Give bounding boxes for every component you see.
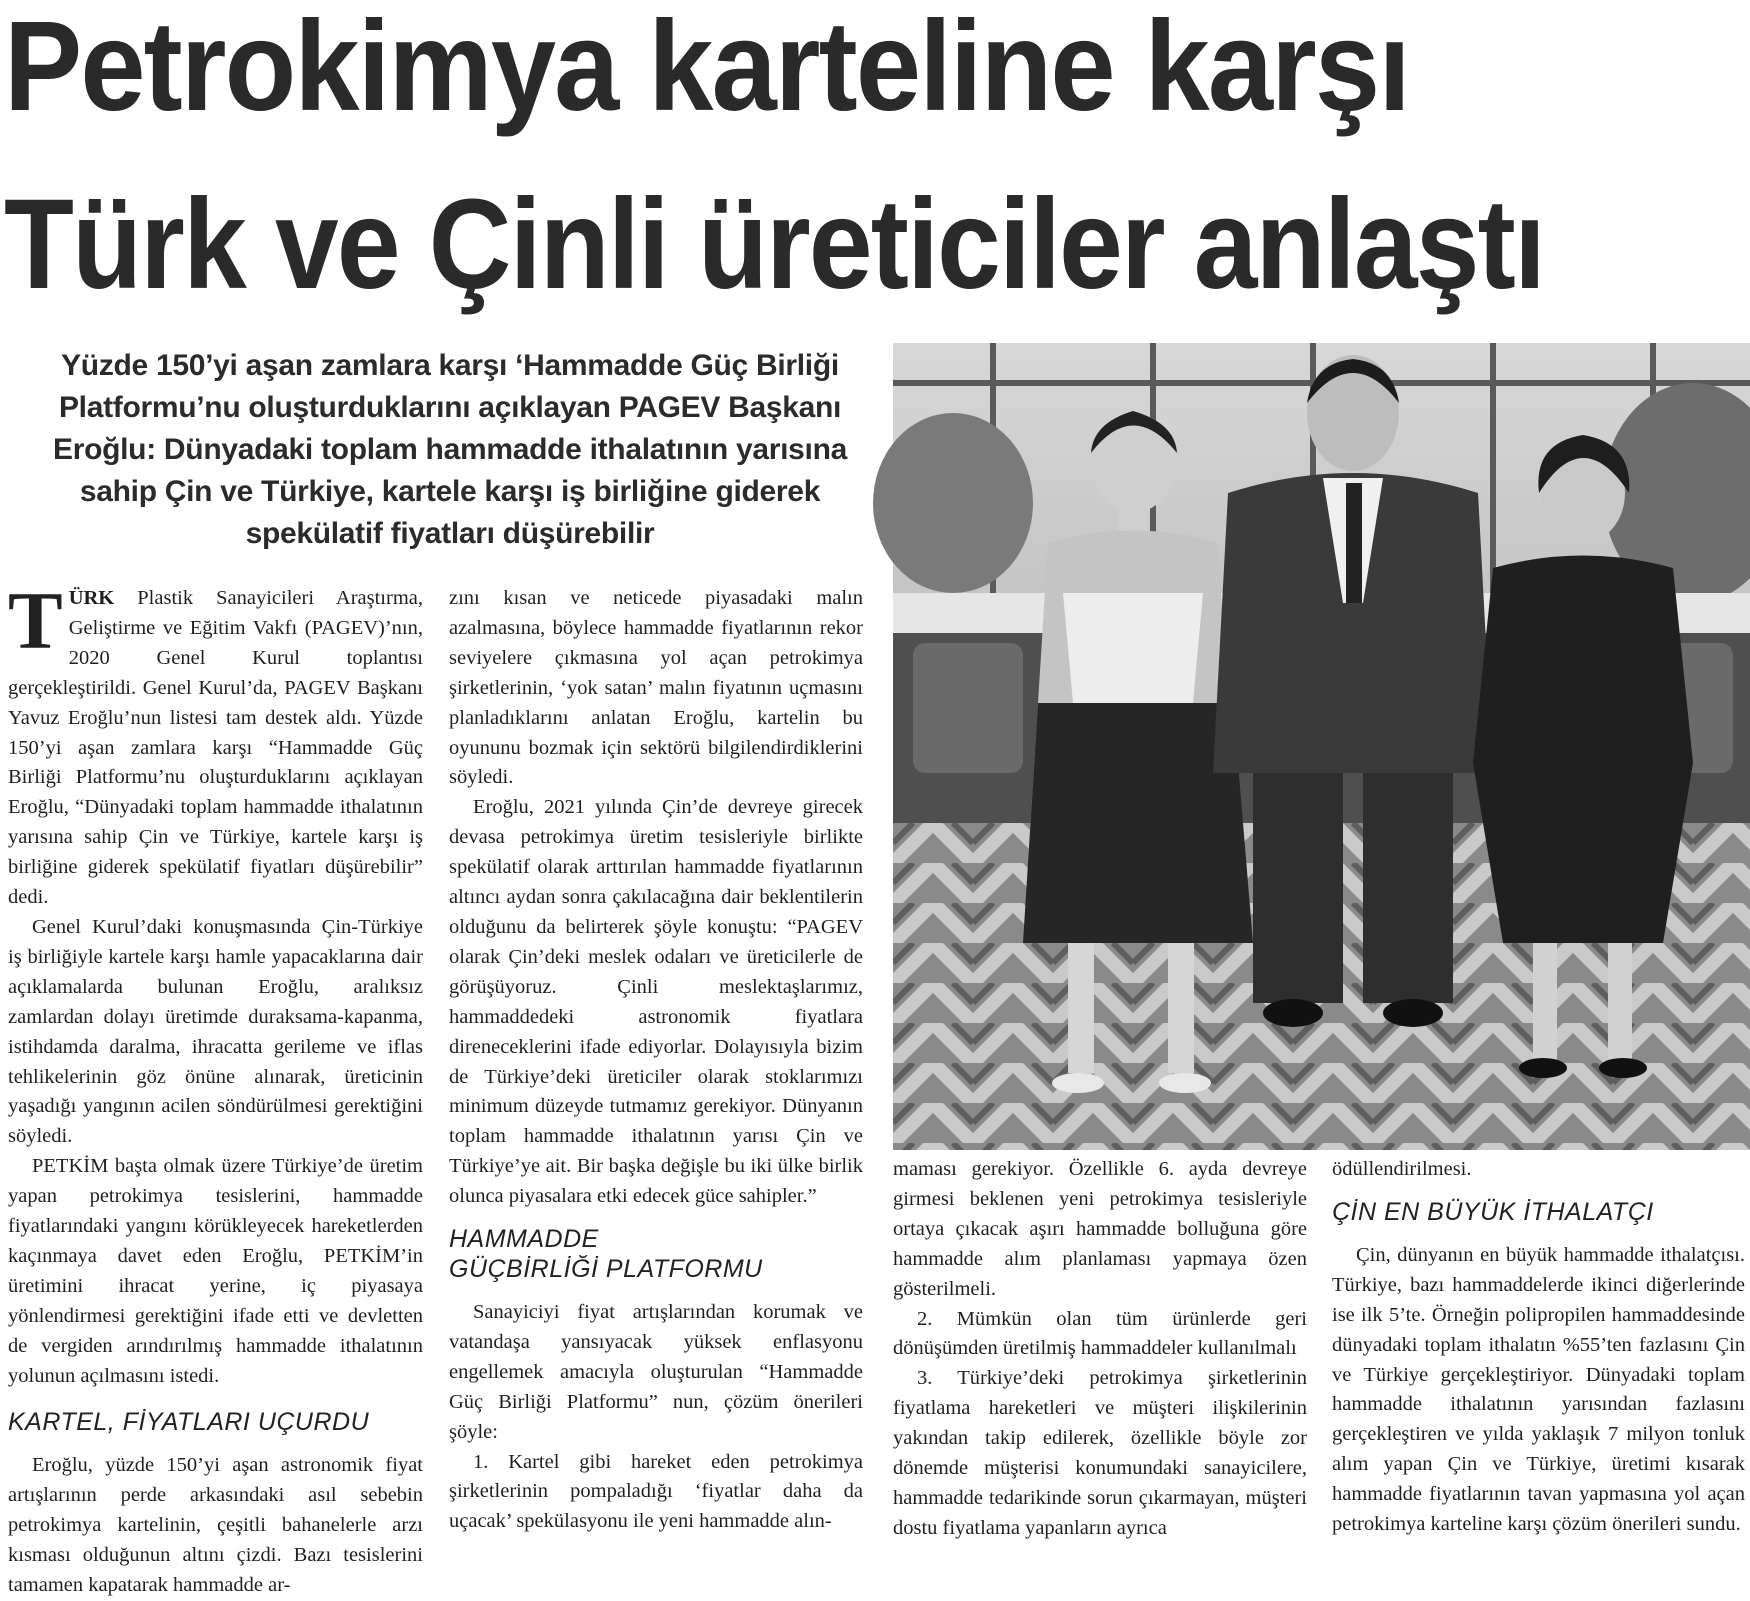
lead-caps: ÜRK	[68, 587, 115, 609]
article-paragraph-5: Eroğlu, 2021 yılında Çin’de devreye girecek devasa petrokimya üretim tesisleriyle birlikte spekülatif olarak arttırılan hammadde fiyatlarının altıncı aydan sonra çakılacağına dair beklentilerin olduğunu da belirterek şöyle konuştu: “PAGEV olarak Çin’deki meslek odaları ve üreticilerle de görüşüyoruz. Çinli meslektaşlarımız, hammaddedeki astronomik fiyatlara direneceklerini ifade ediyorlar. Dolayısıyla bizim de Türkiye’deki üreticiler olarak stoklarımızı minimum düzeyde tutmamız gerekiyor. Dünyanın toplam hammadde ithalatının yarısı Çin ve Türkiye’ye ait. Bir başka değişle bu iki ülke birlik olunca piyasalara etki edecek güce sahipler.”	[449, 796, 863, 1208]
article-column-4	[1332, 1155, 1745, 1540]
article-paragraph-1	[8, 575, 423, 913]
subheading-kartel: KARTEL, FİYATLARI UÇURDU	[8, 1408, 370, 1437]
subheading-hammadde-line-1: HAMMADDE	[449, 1225, 599, 1254]
article-paragraph-4-start: Eroğlu, yüzde 150’yi aşan astronomik fiyat artışlarının perde arkasındaki asıl sebebin petrokimya kartelinin, çeşitli bahanelerle arzı kısması olduğunun altını çizdi. Bazı tesislerini tamamen kapatarak hammadde ar-	[8, 1454, 423, 1597]
article-paragraph-8: 2. Mümkün olan tüm ürünlerde geri dönüşümden üretilmiş hammaddeler kullanılmalı	[893, 1307, 1307, 1360]
article-column-1	[8, 575, 423, 1601]
headline-line-1: Petrokimya karteline karşı	[4, 0, 1409, 138]
article-paragraph-7-end: maması gerekiyor. Özellikle 6. ayda devreye girmesi beklenen yeni petrokimya tesisleriyle ortaya çıkacak aşırı hammadde bolluğuna göre hammadde alım planlaması yapmaya özen gösterilmeli.	[893, 1158, 1307, 1300]
article-column-2	[449, 584, 863, 1537]
subheading-cin: ÇİN EN BÜYÜK İTHALATÇI	[1332, 1197, 1654, 1226]
headline-line-2: Türk ve Çinli üreticiler anlaştı	[4, 173, 1544, 316]
photo-three-people-icon	[893, 343, 1750, 1150]
article-paragraph-6: Sanayiciyi fiyat artışlarından korumak ve vatandaşa yansıyacak yüksek enflasyonu engellemek amacıyla oluşturulan “Hammadde Güç Birliği Platformu” nun, çözüm önerileri şöyle:	[449, 1301, 863, 1443]
article-paragraph-9-start: 3. Türkiye’deki petrokimya şirketlerinin fiyatlama hareketleri ve müşteri ilişkilerinin yakından takip edilerek, özellikle böyle zor dönemde müşterisi konumundaki sanayicilere, hammadde tedarikinde sorun çıkarmayan, müşteri dostu fiyatlama yapanların ayrıca	[893, 1367, 1307, 1539]
news-photo	[893, 343, 1750, 1150]
dropcap: T	[8, 575, 63, 666]
article-paragraph-7-start: 1. Kartel gibi hareket eden petrokimya şirketlerinin pompaladığı ‘fiyatlar daha da uçacak’ spekülasyonu ile yeni hammadde alın-	[449, 1450, 863, 1533]
article-paragraph-10: Çin, dünyanın en büyük hammadde ithalatçısı. Türkiye, bazı hammaddelerde ikinci diğerlerinde ise ilk 5’te. Örneğin polipropilen hammaddesinde dünyadaki toplam ithalatın %55’ten fazlasını Çin ve Türkiye gerçekleştiriyor. Dünyadaki toplam hammadde ithalatının yarısından fazlasını gerçekleştiren ve yılda yaklaşık 7 milyon tonluk alım yapan Çin ve Türkiye, üretimi kısarak hammadde fiyatlarının tavan yapmasına yol açan petrokimya karteline karşı çözüm önerileri sundu.	[1332, 1243, 1745, 1536]
subheading-hammadde-line-2: GÜÇBİRLİĞİ PLATFORMU	[449, 1255, 763, 1284]
subheading-hammadde	[449, 1224, 863, 1284]
deck-subheadline: Yüzde 150’yi aşan zamlara karşı ‘Hammadde Güç Birliği Platformu’nu oluşturduklarını açıklayan PAGEV Başkanı Eroğlu: Dünyadaki toplam hammadde ithalatının yarısına sahip Çin ve Türkiye, kartele karşı iş birliğine giderek spekülatif fiyatları düşürebilir	[53, 349, 847, 550]
article-paragraph-4-end: zını kısan ve neticede piyasadaki malın azalmasına, böylece hammadde fiyatlarının rekor seviyelere çıkmasına yol açan petrokimya şirketlerinin, ‘yok satan’ malın fiyatının uçmasını planladıklarını anlatan Eroğlu, kartelin bu oyununu bozmak için sektörü bilgilendirdiklerini söyledi.	[449, 587, 863, 789]
article-paragraph-2: Genel Kurul’daki konuşmasında Çin-Türkiye iş birliğiyle kartele karşı hamle yapacaklarına dair açıklamalarda bulunan Eroğlu, aralıksız zamlardan dolayı üretimde duraksama-kapanma, istihdamda daralma, ihracatta gerileme ve iflas tehlikelerinin göz önüne alınarak, üreticinin yaşadığı yangının acilen söndürülmesi gerektiğini söyledi.	[8, 915, 423, 1148]
paragraph-1-text: Plastik Sanayicileri Araştırma, Geliştirme ve Eğitim Vakfı (PAGEV)’nın, 2020 Genel Kurul toplantısı gerçekleştirildi. Genel Kurul’da, PAGEV Başkanı Yavuz Eroğlu’nun listesi tam destek aldı. Yüzde 150’yi aşan zamlara karşı “Hammadde Güç Birliği Platformu’nu oluşturduklarını açıklayan Eroğlu, “Dünyadaki toplam hammadde ithalatının yarısına sahip Çin ve Türkiye, kartele karşı iş birliğine giderek spekülatif fiyatları düşürebilir” dedi.	[8, 587, 423, 909]
article-paragraph-9-end: ödüllendirilmesi.	[1332, 1158, 1472, 1180]
article-paragraph-3: PETKİM başta olmak üzere Türkiye’de üretim yapan petrokimya tesislerini, hammadde fiyatlarındaki yangını körükleyecek hareketlerden kaçınmaya davet eden Eroğlu, PETKİM’in üretimini ihracat yerine, iç piyasaya yönlendirmesi gerektiğini ifade etti ve devletten de vergiden arındırılmış hammadde ithalatının yolunun açılmasını istedi.	[8, 1155, 423, 1387]
article-column-3	[893, 1155, 1307, 1544]
